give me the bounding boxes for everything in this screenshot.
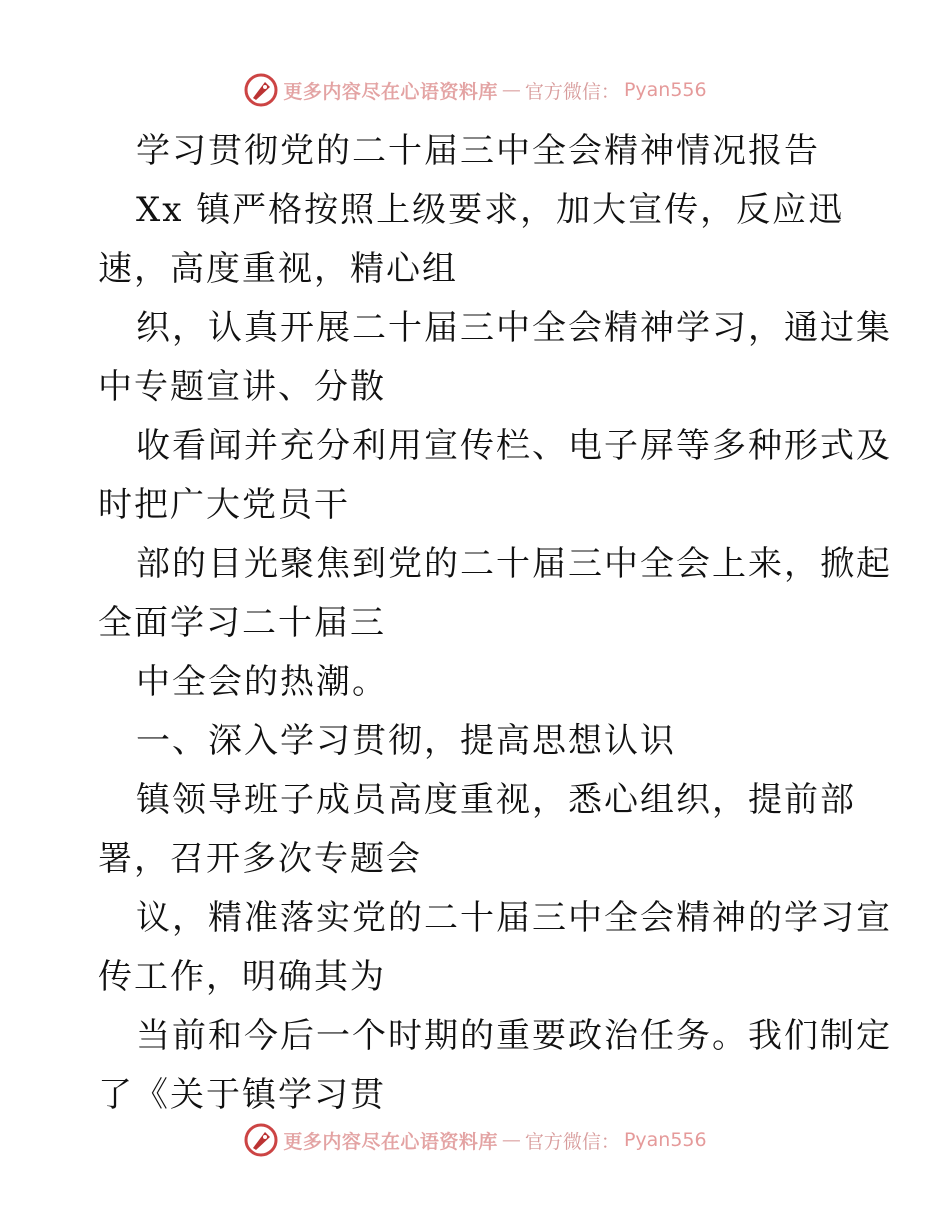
paragraph-line: 中全会的热潮。 bbox=[136, 662, 388, 702]
paragraph-line: 了《关于镇学习贯 bbox=[98, 1075, 386, 1115]
paragraph-line: Xx 镇严格按照上级要求，加大宣传，反应迅 bbox=[136, 190, 845, 230]
paragraph-line: 镇领导班子成员高度重视，悉心组织，提前部 bbox=[136, 780, 856, 820]
paragraph-line: 织，认真开展二十届三中全会精神学习，通过集 bbox=[136, 308, 892, 348]
document-title: 学习贯彻党的二十届三中全会精神情况报告 bbox=[136, 131, 820, 171]
paragraph-line: 收看闻并充分利用宣传栏、电子屏等多种形式及 bbox=[136, 426, 892, 466]
watermark-text: 更多内容尽在心语资料库 bbox=[283, 1130, 498, 1153]
document-body bbox=[98, 122, 892, 1125]
footer-watermark bbox=[0, 1120, 950, 1160]
paragraph-line: 当前和今后一个时期的重要政治任务。我们制定 bbox=[136, 1016, 892, 1056]
watermark-contact-label: 官方微信： bbox=[524, 80, 620, 103]
pen-nib-logo-icon bbox=[243, 1122, 279, 1158]
paragraph-line: 署，召开多次专题会 bbox=[98, 839, 422, 879]
watermark-text: 更多内容尽在心语资料库 bbox=[283, 80, 498, 103]
paragraph-line: 全面学习二十届三 bbox=[98, 603, 386, 643]
paragraph-line: 时把广大党员干 bbox=[98, 485, 350, 525]
pen-nib-logo-icon bbox=[243, 72, 279, 108]
watermark-separator: — bbox=[501, 79, 521, 101]
watermark-separator: — bbox=[501, 1129, 521, 1151]
paragraph-line: 传工作，明确其为 bbox=[98, 957, 386, 997]
paragraph-line: 议，精准落实党的二十届三中全会精神的学习宣 bbox=[136, 898, 892, 938]
paragraph-line: 速，高度重视，精心组 bbox=[98, 249, 458, 289]
header-watermark bbox=[0, 70, 950, 110]
paragraph-line: 部的目光聚焦到党的二十届三中全会上来，掀起 bbox=[136, 544, 892, 584]
watermark-contact-id: Pyan556 bbox=[623, 79, 707, 101]
section-heading: 一、深入学习贯彻，提高思想认识 bbox=[136, 721, 676, 761]
watermark-contact-label: 官方微信： bbox=[524, 1130, 620, 1153]
paragraph-line: 中专题宣讲、分散 bbox=[98, 367, 386, 407]
watermark-contact-id: Pyan556 bbox=[623, 1129, 707, 1151]
